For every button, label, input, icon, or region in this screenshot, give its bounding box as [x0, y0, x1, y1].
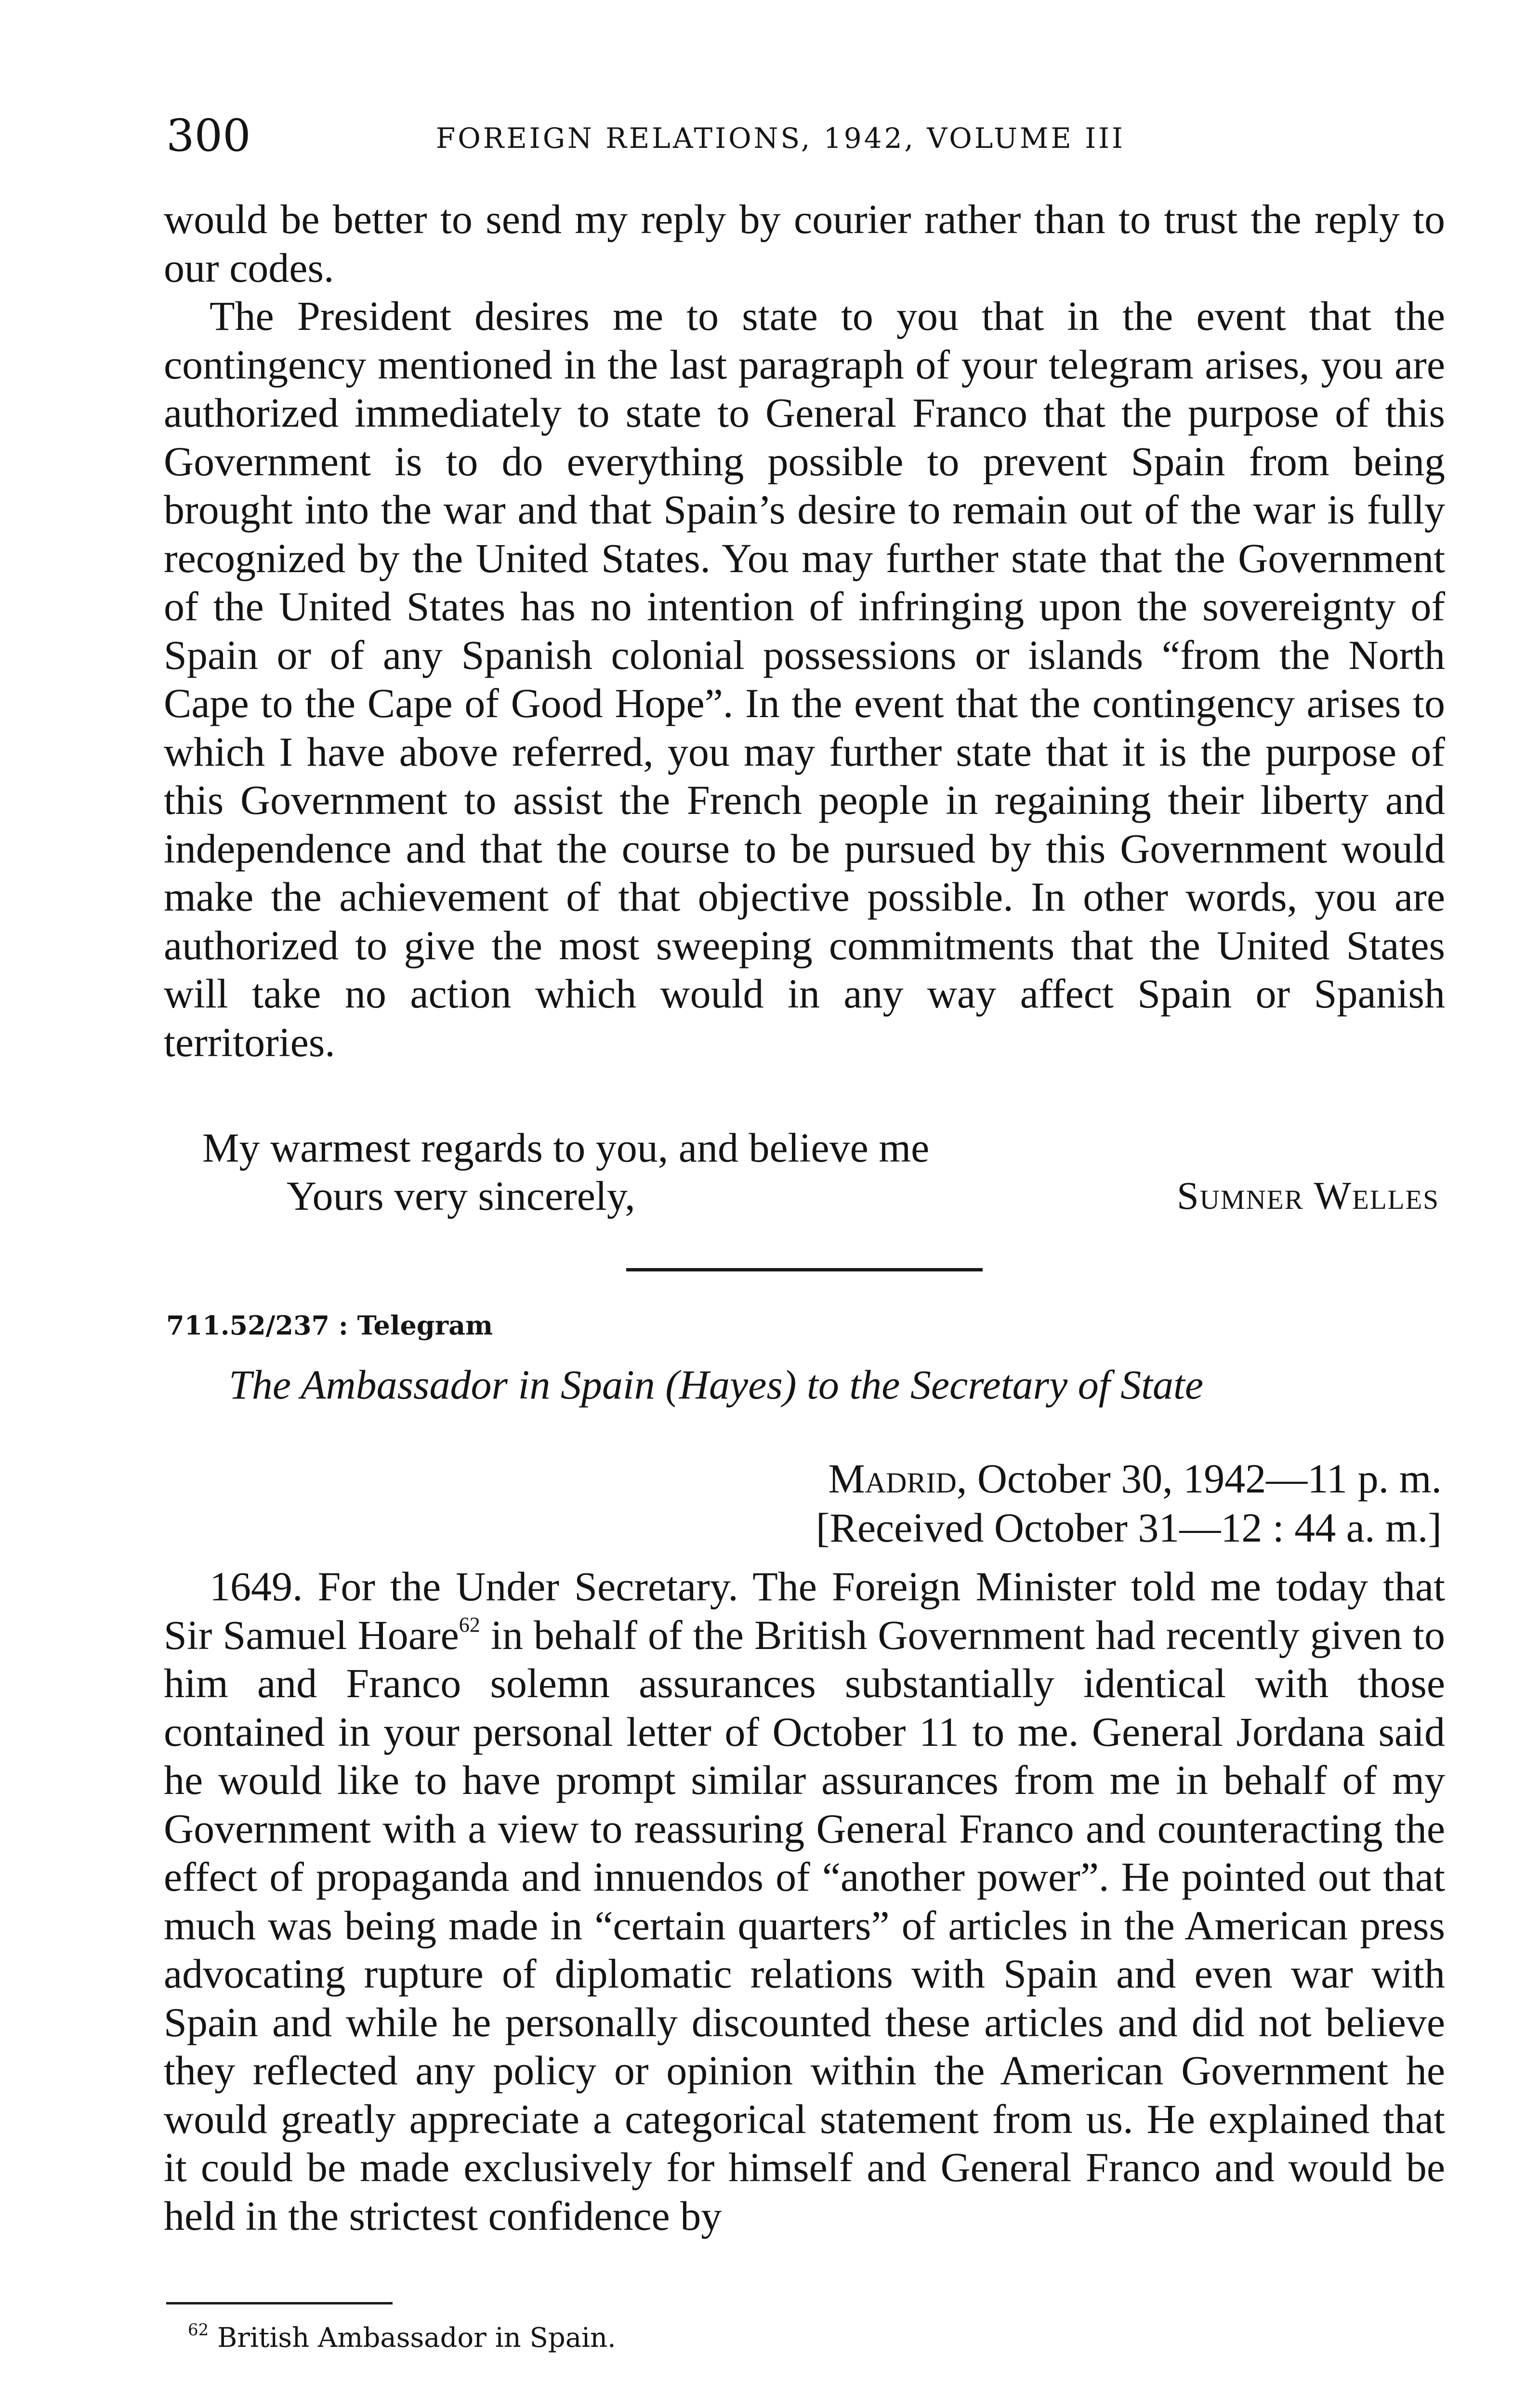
telegram-file-reference: 711.52/237 : Telegram [166, 1310, 493, 1341]
telegram-dateline [828, 1454, 1442, 1503]
page-header [166, 107, 1447, 165]
telegram-title: The Ambassador in Spain (Hayes) to the Secretary of State [229, 1361, 1204, 1408]
letter-closing-yours: Yours very sincerely, [287, 1173, 635, 1219]
section-divider [626, 1268, 983, 1271]
footnote [188, 2319, 616, 2357]
footnote-text: British Ambassador in Spain. [217, 2322, 616, 2354]
footnote-divider [166, 2302, 393, 2304]
letter-signature: Sumner Welles [1177, 1174, 1439, 1217]
telegram-date-time: , October 30, 1942—11 p. m. [956, 1455, 1442, 1502]
letter-body [164, 195, 1445, 1066]
footnote-reference[interactable]: 62 [459, 1612, 480, 1636]
telegram-paragraph-part-1: 1649. For the Under Secretary. The Foreign Minister told me today that Sir Samuel Hoare [164, 1563, 1445, 1658]
telegram-paragraph [164, 1562, 1445, 2240]
footnote-marker: 62 [188, 2320, 209, 2340]
letter-closing-regards: My warmest regards to you, and believe me [202, 1125, 930, 1171]
telegram-received: [Received October 31—12 : 44 a. m.] [816, 1505, 1442, 1551]
page-number: 300 [166, 110, 251, 161]
letter-paragraph: would be better to send my reply by courier rather than to trust the reply to our codes. [164, 196, 1445, 291]
telegram-paragraph-part-2: in behalf of the British Government had recently given to him and Franco solemn assurances substantially identical with those contained in your personal letter of October 11 to me. General Jordana said he would like to have prompt similar assurances from me in behalf of my Government with a view to reassuring General Franco and counteracting the effect of propaganda and innuendos of “another power”. He pointed out that much was being made in “certain quarters” of articles in the American press advocating rupture of diplomatic relations with Spain and even war with Spain and while he personally discounted these articles and did not believe they reflected any policy or opinion within the American Government he would greatly appreciate a categorical statement from us. He explained that it could be made exclusively for himself and General Franco and would be held in the strictest confidence by [164, 1611, 1446, 2239]
letter-paragraph: The President desires me to state to you that in the event that the contingency mentioned in the last paragraph of your telegram arises, you are authorized immediately to state to General Franco that the purpose of this Government is to do everything possible to prevent Spain from being brought into the war and that Spain’s desire to remain out of the war is fully recognized by the United States. You may further state that the Government of the United States has no intention of infringing upon the sovereignty of Spain or of any Spanish colonial possessions or islands “from the North Cape to the Cape of Good Hope”. In the event that the contingency arises to which I have above referred, you may further state that it is the purpose of this Government to assist the French people in regaining their liberty and independence and that the course to be pursued by this Government would make the achievement of that objective possible. In other words, you are authorized to give the most sweeping commitments that the United States will take no action which would in any way affect Spain or Spanish territories. [164, 293, 1445, 1065]
telegram-body [164, 1562, 1445, 2240]
telegram-place: Madrid [828, 1455, 957, 1502]
running-head: FOREIGN RELATIONS, 1942, VOLUME III [436, 122, 1125, 155]
